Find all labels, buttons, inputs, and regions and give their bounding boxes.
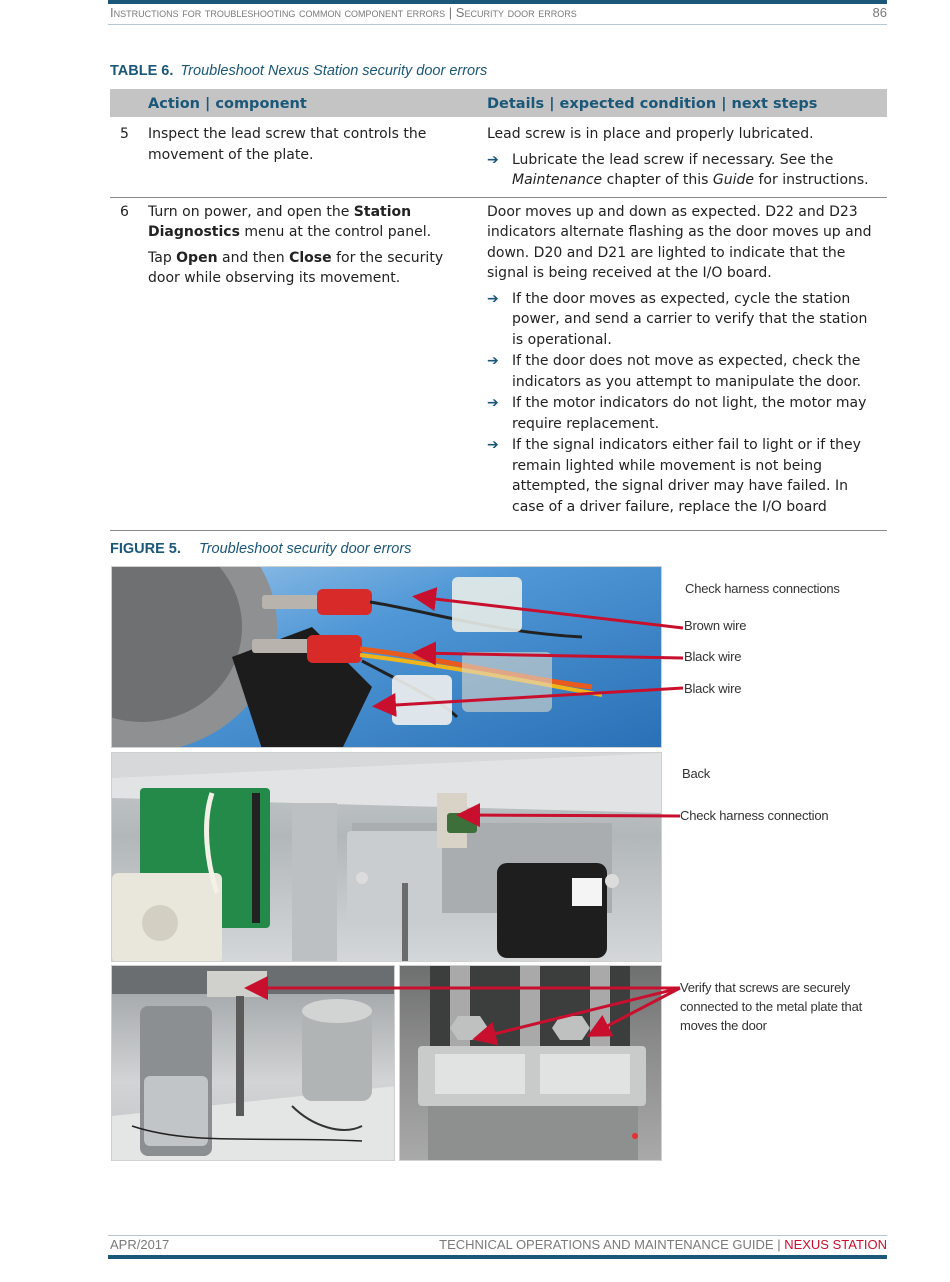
footer-guide-title [439, 1237, 887, 1252]
next-steps-list [487, 289, 875, 518]
callout-verify-screws: Verify that screws are securely connected to the metal plate that moves the door [680, 980, 863, 1033]
row-detail-text: Door moves up and down as expected. D22 and D23 indicators alternate flashing as the door moves up and down. D20 and D21 are lighted to indicate that the signal is being received at the I/O board. [487, 203, 872, 281]
next-step-item: ➔ If the signal indicators either fail to light or if they remain lighted while movement is not being attempted, the signal driver may have failed. In case of a driver failure, replace the I/O board [487, 437, 861, 515]
footer-guide: TECHNICAL OPERATIONS AND MAINTENANCE GUIDE [439, 1237, 774, 1252]
table-header-details: Details | expected condition | next steps [487, 89, 887, 117]
arrow-right-icon: ➔ [487, 353, 499, 369]
header-top-rule [108, 0, 887, 4]
next-step-item: ➔ Lubricate the lead screw if necessary. See the Maintenance chapter of this Guide for instructions. [487, 151, 869, 188]
table-label: TABLE 6. [110, 63, 174, 79]
header-separator: | [445, 5, 456, 20]
row-detail-text: Lead screw is in place and properly lubricated. [487, 126, 814, 142]
footer-date: APR/2017 [110, 1237, 170, 1252]
figure-label: FIGURE 5. [110, 541, 181, 557]
footer-separator: | [773, 1237, 785, 1252]
callout-black-wire: Black wire [684, 649, 742, 664]
header-subsection: Security door errors [455, 5, 577, 20]
footer-bottom-rule [108, 1255, 887, 1259]
footer-top-rule [108, 1235, 887, 1236]
row-action-step: Turn on power, and open the Station Diagnostics menu at the control panel. [148, 203, 432, 240]
table-title: Troubleshoot Nexus Station security door errors [180, 63, 488, 79]
photo-screws-metal-plate-illustration [400, 966, 662, 1161]
row-details [487, 117, 887, 197]
arrow-right-icon: ➔ [487, 395, 499, 411]
photo-wire-connections-illustration [112, 567, 662, 748]
next-step-item: ➔ If the motor indicators do not light, the motor may require replacement. [487, 395, 867, 432]
photo-screws-metal-plate [399, 965, 662, 1161]
figure-title: Troubleshoot security door errors [198, 541, 412, 557]
row-action-step: Tap Open and then Close for the security door while observing its movement. [148, 249, 444, 286]
table-header-action: Action | component [148, 89, 487, 117]
figure-caption [110, 541, 411, 557]
callout-brown-wire: Brown wire [684, 618, 747, 633]
callout-check-harness-connection: Check harness connection [680, 808, 829, 823]
table-header-number [110, 89, 148, 117]
table-row [110, 117, 887, 197]
arrow-right-icon: ➔ [487, 290, 499, 307]
photo-circuit-board [111, 752, 662, 962]
photo-circuit-board-illustration [112, 753, 662, 962]
header-section: Instructions for troubleshooting common component errors [110, 5, 446, 20]
next-step-item: ➔ If the door does not move as expected, check the indicators as you attempt to manipulate the door. [487, 353, 862, 390]
arrow-right-icon: ➔ [487, 151, 499, 168]
photo-motor-lead-screw [111, 965, 395, 1161]
table-caption [110, 63, 487, 79]
row-number: 6 [110, 197, 148, 531]
page-number: 86 [872, 5, 887, 20]
callout-back: Back [682, 766, 711, 781]
row-action: Inspect the lead screw that controls the movement of the plate. [148, 117, 487, 197]
row-action [148, 197, 487, 531]
photo-wire-connections [111, 566, 662, 748]
arrow-right-icon: ➔ [487, 437, 499, 453]
photo-motor-lead-screw-illustration [112, 966, 395, 1161]
next-step-item: ➔ If the door moves as expected, cycle the station power, and send a carrier to verify that the station is operational. [487, 290, 868, 348]
row-number: 5 [110, 117, 148, 197]
footer-brand: NEXUS STATION [784, 1237, 887, 1252]
callout-black-wire: Black wire [684, 681, 742, 696]
next-steps-list [487, 150, 875, 191]
callout-check-harness-connections: Check harness connections [685, 581, 840, 596]
troubleshoot-table [110, 89, 887, 531]
running-header [110, 5, 577, 20]
table-header-row [110, 89, 887, 117]
table-row [110, 197, 887, 531]
row-details [487, 197, 887, 531]
header-bottom-rule [108, 24, 887, 25]
